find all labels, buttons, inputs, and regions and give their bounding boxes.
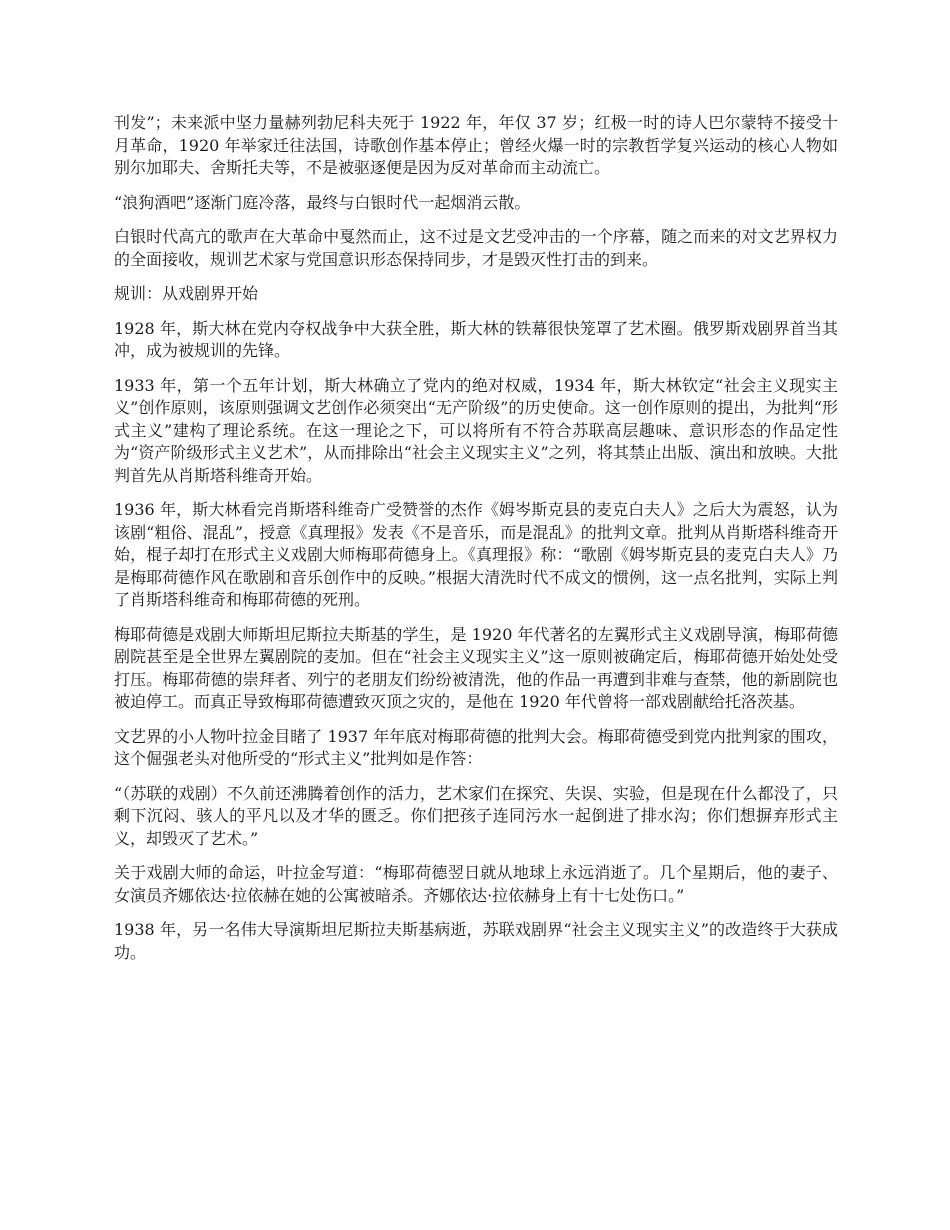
paragraph-1938: 1938 年，另一名伟大导演斯坦尼斯拉夫斯基病逝，苏联戏剧界“社会主义现实主义”的改造终于大获成功。 (114, 920, 838, 962)
paragraph-1928: 1928 年，斯大林在党内夺权战争中大获全胜，斯大林的铁幕很快笼罩了艺术圈。俄罗斯戏剧界首当其冲，成为被规训的先锋。 (114, 318, 838, 360)
section-heading: 规训：从戏剧界开始 (114, 284, 259, 303)
document-body (114, 112, 838, 976)
paragraph-1933: 1933 年，第一个五年计划，斯大林确立了党内的绝对权威，1934 年，斯大林钦定“社会主义现实主义”创作原则，该原则强调文艺创作必须突出“无产阶级”的历史使命。这一创作原则的提出，为批判“形式主义”建构了理论系统。在这一理论之下，可以将所有不符合苏联高层趣味、意识形态的作品定性为“资产阶级形式主义艺术”，从而排除出“社会主义现实主义”之列，将其禁止出版、演出和放映。大批判首先从肖斯塔科维奇开始。 (114, 375, 838, 485)
paragraph-fate: 关于戏剧大师的命运，叶拉金写道：“梅耶荷德翌日就从地球上永远消逝了。几个星期后，他的妻子、女演员齐娜依达·拉依赫在她的公寓被暗杀。齐娜依达·拉依赫身上有十七处伤口。” (114, 863, 838, 905)
paragraph-stray-dog-cafe: “浪狗酒吧”逐渐门庭冷落，最终与白银时代一起烟消云散。 (114, 192, 531, 212)
paragraph-quote: “（苏联的戏剧）不久前还沸腾着创作的活力，艺术家们在探究、失误、实验，但是现在什么都没了，只剩下沉闷、骇人的平凡以及才华的匮乏。你们把孩子连同污水一起倒进了排水沟；你们想摒弃形式主义，却毁灭了艺术。” (114, 783, 838, 848)
paragraph-emigration: 刊发”；未来派中坚力量赫列勃尼科夫死于 1922 年，年仅 37 岁；红极一时的诗人巴尔蒙特不接受十月革命，1920 年举家迁往法国，诗歌创作基本停止；曾经火爆一时的宗教哲学复兴运动的核心人物如别尔加耶夫、舍斯托夫等，不是被驱逐便是因为反对革命而主动流亡。 (114, 113, 838, 177)
paragraph-silver-age-end: 白银时代高亢的歌声在大革命中戛然而止，这不过是文艺受冲击的一个序幕，随之而来的对文艺界权力的全面接收，规训艺术家与党国意识形态保持同步，才是毁灭性打击的到来。 (114, 227, 838, 269)
paragraph-yelagin: 文艺界的小人物叶拉金目睹了 1937 年年底对梅耶荷德的批判大会。梅耶荷德受到党内批判家的围攻，这个倔强老头对他所受的“形式主义”批判如是作答： (114, 726, 838, 768)
paragraph-meyerhold: 梅耶荷德是戏剧大师斯坦尼斯拉夫斯基的学生，是 1920 年代著名的左翼形式主义戏剧导演，梅耶荷德剧院甚至是全世界左翼剧院的麦加。但在“社会主义现实主义”这一原则被确定后，梅耶荷德开始处处受打压。梅耶荷德的崇拜者、列宁的老朋友们纷纷被清洗，他的作品一再遭到非难与查禁，他的新剧院也被迫停工。而真正导致梅耶荷德遭致灭顶之灾的，是他在 1920 年代曾将一部戏剧献给托洛茨基。 (114, 624, 838, 711)
paragraph-1936: 1936 年，斯大林看完肖斯塔科维奇广受赞誉的杰作《姆岑斯克县的麦克白夫人》之后大为震怒，认为该剧“粗俗、混乱”，授意《真理报》发表《不是音乐，而是混乱》的批判文章。批判从肖斯塔科维奇开始，棍子却打在形式主义戏剧大师梅耶荷德身上。《真理报》称：“歌剧《姆岑斯克县的麦克白夫人》乃是梅耶荷德作风在歌剧和音乐创作中的反映。”根据大清洗时代不成文的惯例，这一点名批判，实际上判了肖斯塔科维奇和梅耶荷德的死刑。 (114, 500, 838, 609)
